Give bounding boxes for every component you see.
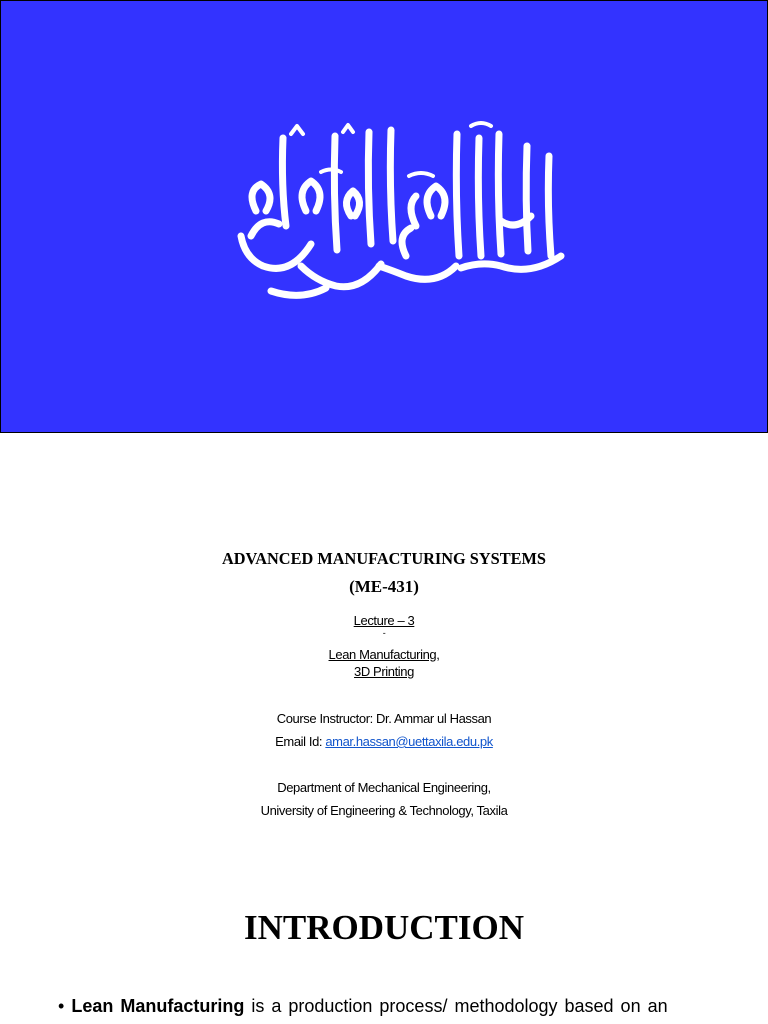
introduction-heading: INTRODUCTION: [243, 908, 525, 947]
title-banner: [0, 0, 768, 433]
course-code: (ME-431): [349, 577, 419, 596]
university-line: University of Engineering & Technology, Taxila: [260, 803, 508, 818]
topic-3d-printing: 3D Printing: [354, 664, 414, 679]
lecture-number: Lecture – 3: [353, 613, 415, 628]
bullet-symbol: •: [58, 996, 65, 1016]
calligraphy-strokes: [241, 123, 561, 295]
bullet-point: [58, 996, 710, 1017]
separator: -: [382, 628, 386, 638]
email-line: [0, 734, 768, 749]
bullet-term: Lean Manufacturing: [71, 996, 245, 1016]
email-link[interactable]: amar.hassan@uettaxila.edu.pk: [325, 734, 493, 749]
department-line: Department of Mechanical Engineering,: [277, 780, 491, 795]
topic-lean: Lean Manufacturing,: [328, 647, 440, 662]
bullet-text: is a production process/ methodology based on an: [244, 996, 668, 1016]
email-label: Email Id:: [275, 734, 326, 749]
bismillah-calligraphy: [231, 116, 571, 301]
title-slide: [0, 440, 768, 840]
instructor-line: Course Instructor: Dr. Ammar ul Hassan: [276, 711, 492, 726]
course-title: ADVANCED MANUFACTURING SYSTEMS: [221, 549, 546, 568]
